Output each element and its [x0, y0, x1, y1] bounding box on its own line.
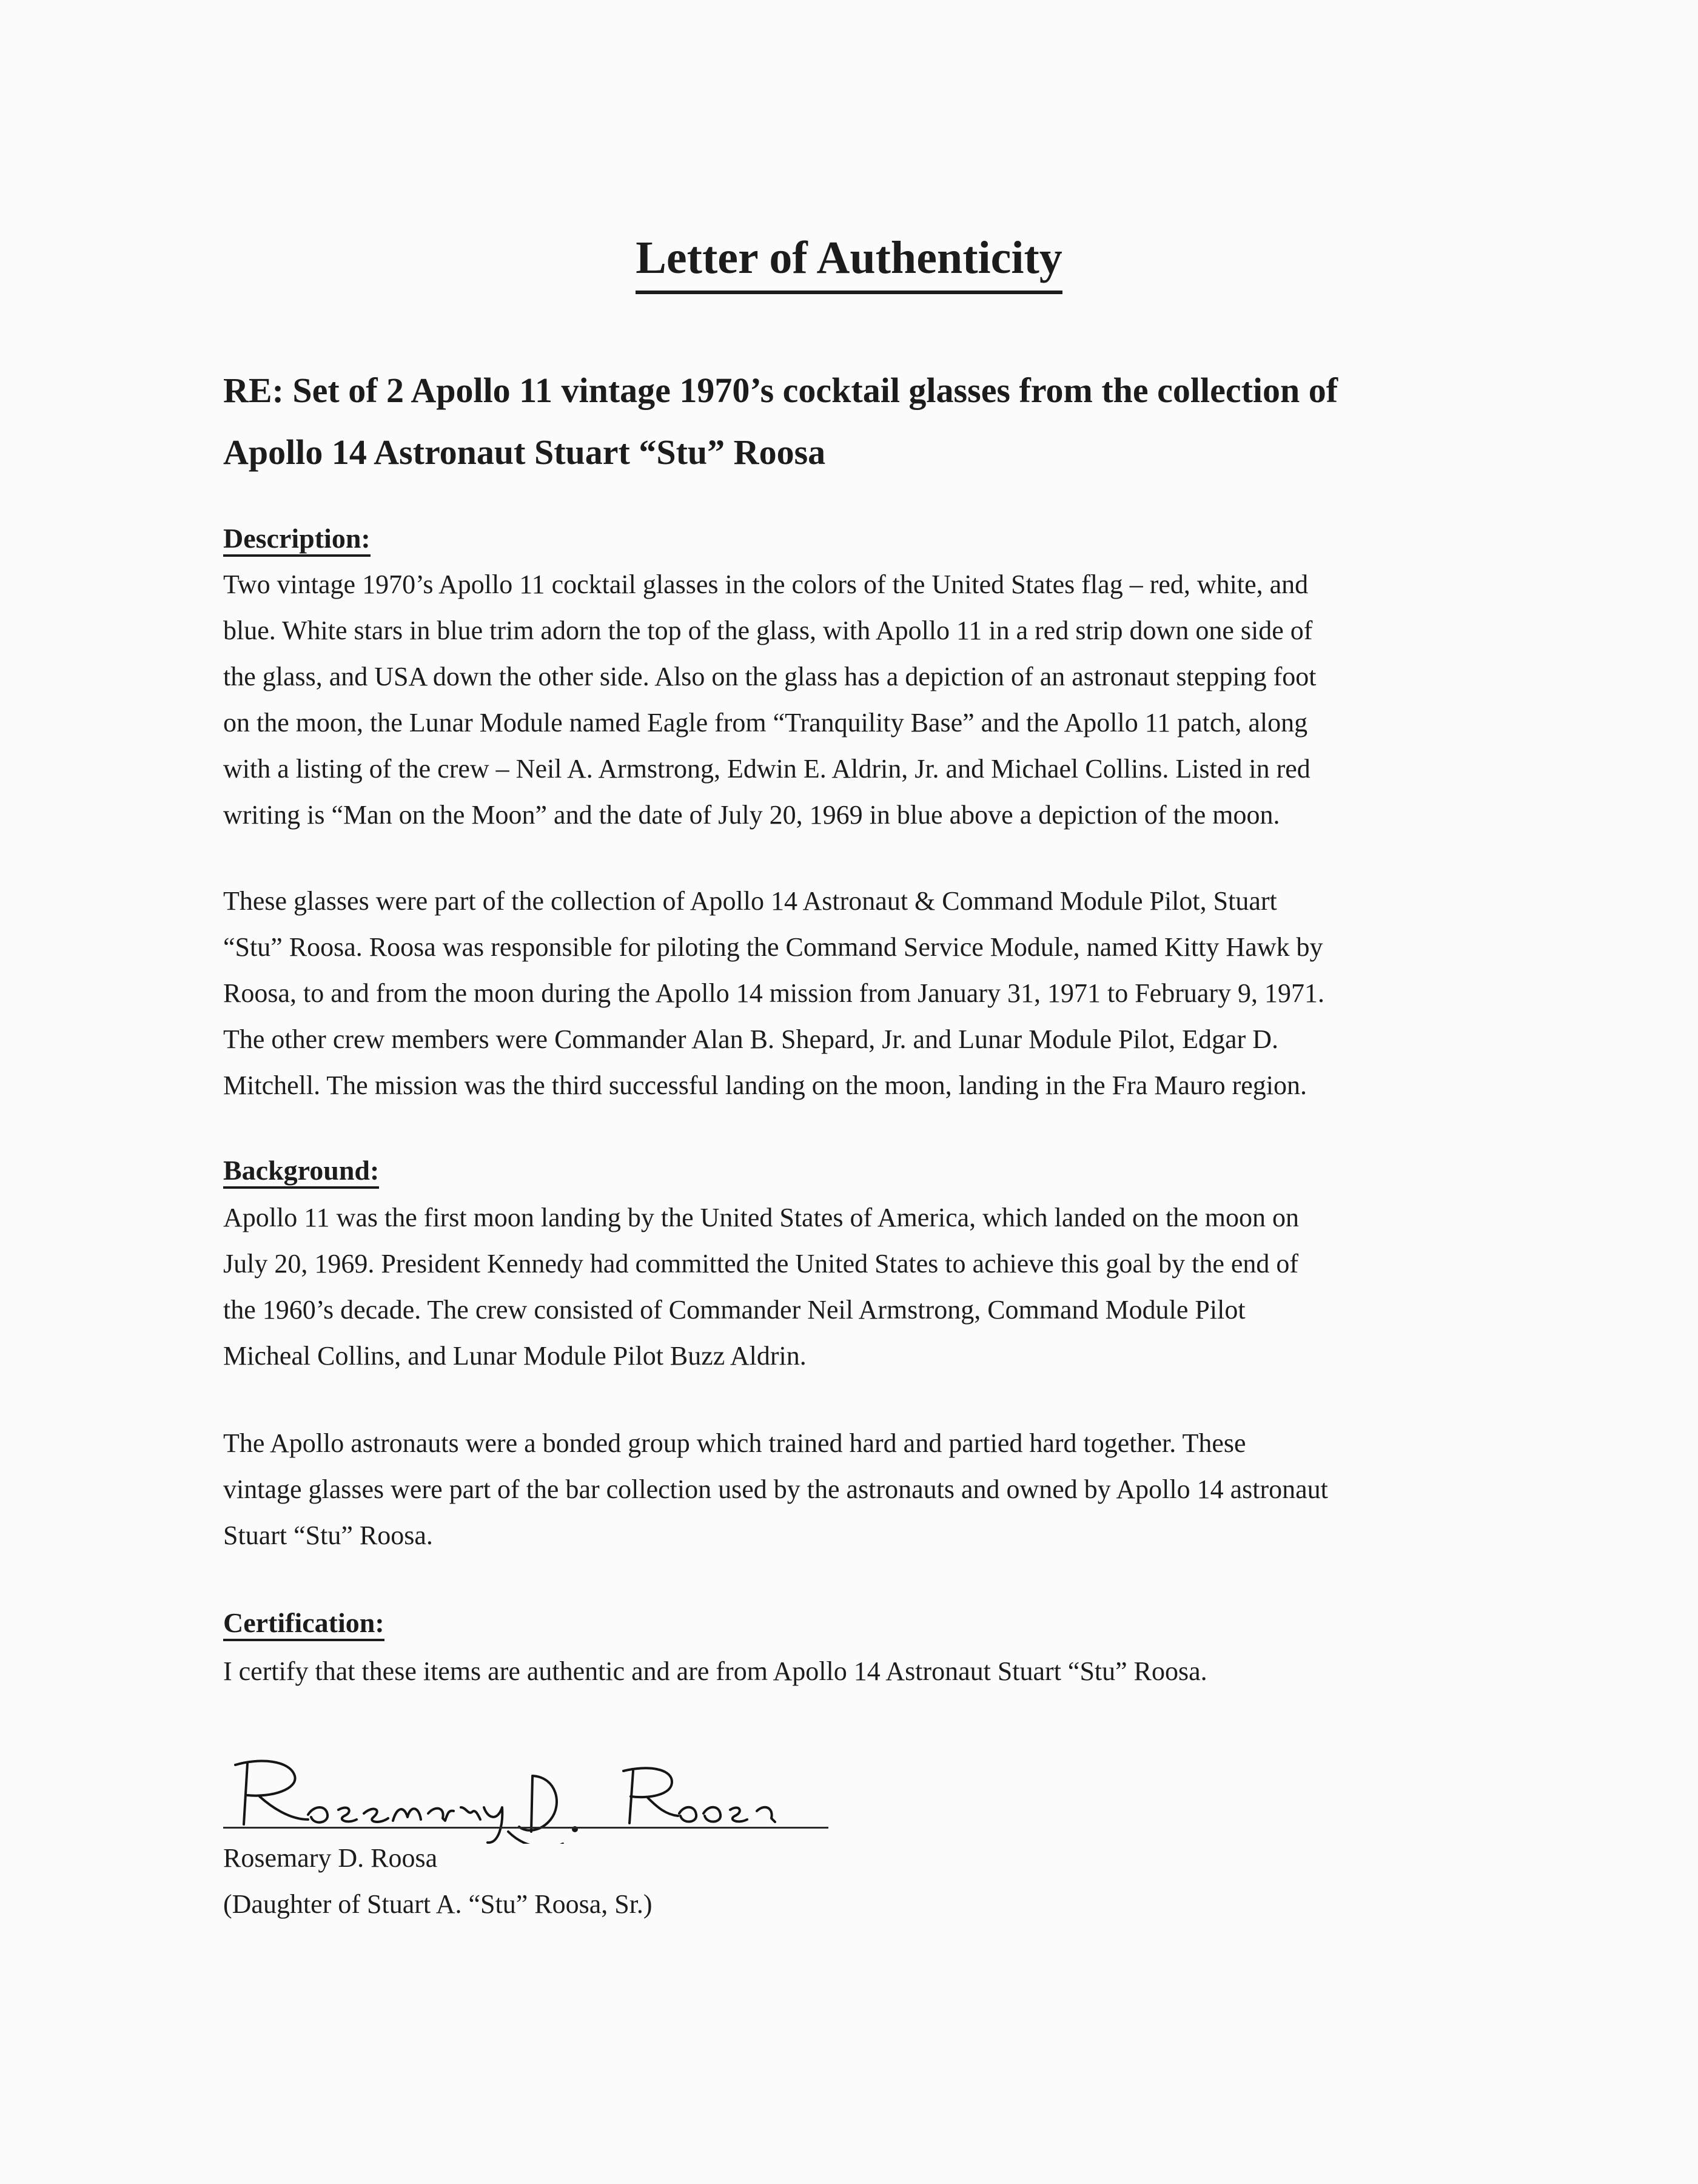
- handwritten-signature: [223, 1747, 842, 1844]
- certification-heading: Certification:: [223, 1605, 384, 1641]
- text-line: the 1960’s decade. The crew consisted of Commander Neil Armstrong, Command Module Pilot: [223, 1295, 1246, 1325]
- page-title: [0, 227, 1698, 294]
- signature-line: [223, 1827, 828, 1829]
- description-heading: Description:: [223, 520, 371, 557]
- re-line: [223, 360, 1509, 483]
- title-text: Letter of Authenticity: [636, 227, 1062, 294]
- background-paragraph-1: [223, 1195, 1503, 1379]
- text-line: blue. White stars in blue trim adorn the top of the glass, with Apollo 11 in a red strip down one side of: [223, 616, 1313, 645]
- text-line: I certify that these items are authentic and are from Apollo 14 Astronaut Stuart “Stu” Roosa.: [223, 1656, 1207, 1686]
- re-line-1: RE: Set of 2 Apollo 11 vintage 1970’s cocktail glasses from the collection of: [223, 371, 1338, 410]
- text-line: These glasses were part of the collection of Apollo 14 Astronaut & Command Module Pilot, Stuart: [223, 886, 1277, 916]
- re-line-2: Apollo 14 Astronaut Stuart “Stu” Roosa: [223, 432, 826, 472]
- background-paragraph-2: [223, 1420, 1503, 1559]
- text-line: vintage glasses were part of the bar collection used by the astronauts and owned by Apollo 14 astronaut: [223, 1474, 1328, 1504]
- text-line: Roosa, to and from the moon during the Apollo 14 mission from January 31, 1971 to February 9, 1971.: [223, 978, 1325, 1008]
- description-paragraph-1: [223, 562, 1503, 838]
- signatory-name: Rosemary D. Roosa: [223, 1843, 438, 1873]
- text-line: writing is “Man on the Moon” and the date of July 20, 1969 in blue above a depiction of the moon.: [223, 800, 1280, 830]
- text-line: on the moon, the Lunar Module named Eagle from “Tranquility Base” and the Apollo 11 patch, along: [223, 708, 1308, 738]
- text-line: Apollo 11 was the first moon landing by the United States of America, which landed on the moon on: [223, 1203, 1299, 1232]
- text-line: Stuart “Stu” Roosa.: [223, 1520, 433, 1550]
- text-line: “Stu” Roosa. Roosa was responsible for piloting the Command Service Module, named Kitty Hawk by: [223, 932, 1323, 962]
- text-line: Micheal Collins, and Lunar Module Pilot Buzz Aldrin.: [223, 1341, 807, 1371]
- text-line: The Apollo astronauts were a bonded group which trained hard and partied hard together. These: [223, 1428, 1246, 1458]
- text-line: The other crew members were Commander Alan B. Shepard, Jr. and Lunar Module Pilot, Edgar D.: [223, 1024, 1278, 1054]
- text-line: with a listing of the crew – Neil A. Armstrong, Edwin E. Aldrin, Jr. and Michael Collins. Listed in red: [223, 754, 1310, 784]
- signatory-relation: (Daughter of Stuart A. “Stu” Roosa, Sr.): [223, 1889, 653, 1919]
- text-line: Mitchell. The mission was the third successful landing on the moon, landing in the Fra Mauro region.: [223, 1070, 1307, 1100]
- text-line: July 20, 1969. President Kennedy had committed the United States to achieve this goal by the end of: [223, 1249, 1299, 1278]
- certification-paragraph: [223, 1648, 1503, 1695]
- description-paragraph-2: [223, 878, 1503, 1109]
- text-line: the glass, and USA down the other side. Also on the glass has a depiction of an astronaut stepping foot: [223, 662, 1317, 691]
- text-line: Two vintage 1970’s Apollo 11 cocktail glasses in the colors of the United States flag – red, white, and: [223, 570, 1309, 599]
- background-heading: Background:: [223, 1152, 379, 1189]
